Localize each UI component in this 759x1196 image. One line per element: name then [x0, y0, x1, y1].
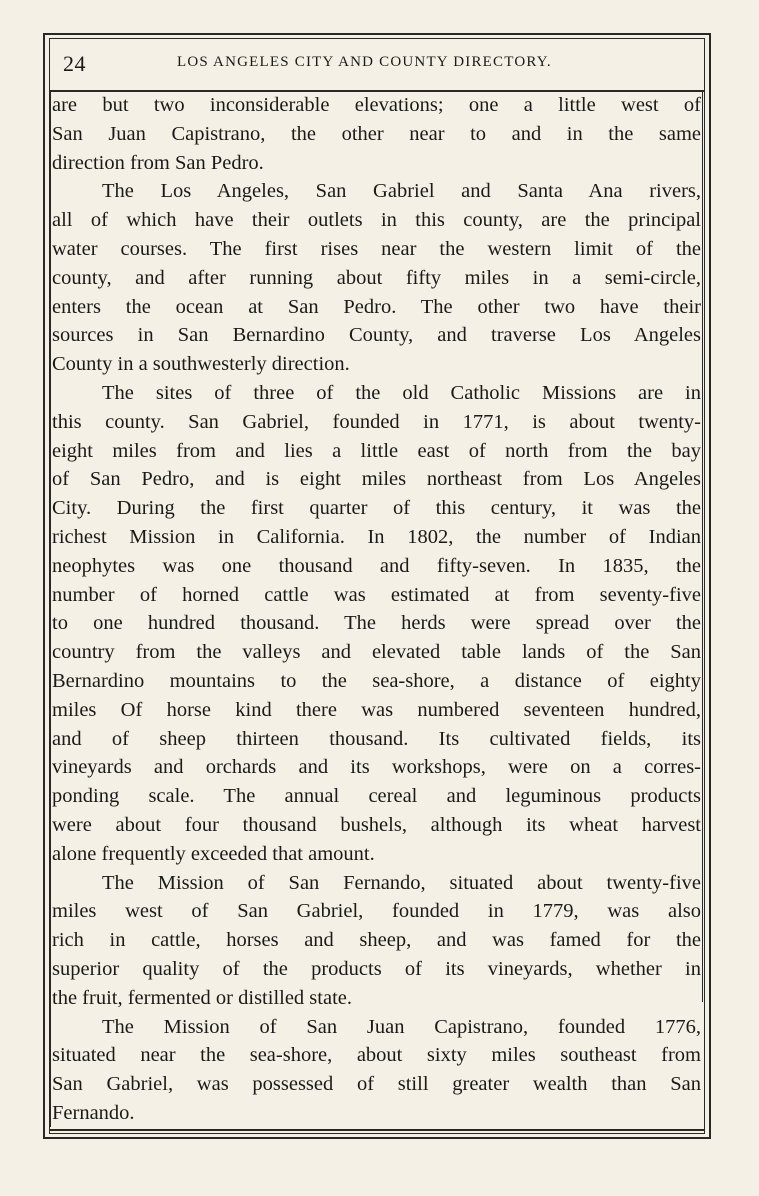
text-line: The sites of three of the old Catholic Missions are in [102, 381, 701, 404]
text-line: are but two inconsiderable elevations; one a little west of [52, 94, 701, 116]
text-line: City. During the first quarter of this century, it was the [52, 497, 701, 520]
text-line: county, and after running about fifty miles in a semi-circle, [52, 266, 701, 289]
text-line: County in a southwesterly direction. [52, 353, 350, 376]
text-column-rule-right [702, 92, 703, 1002]
text-line: enters the ocean at San Pedro. The other two have their [52, 295, 701, 318]
text-line: situated near the sea-shore, about sixty miles southeast from [52, 1044, 701, 1067]
text-line: were about four thousand bushels, although its wheat harvest [52, 813, 701, 836]
text-column-rule-left [50, 92, 51, 1127]
text-line: alone frequently exceeded that amount. [52, 842, 375, 865]
running-title: LOS ANGELES CITY AND COUNTY DIRECTORY. [177, 54, 552, 70]
text-line: San Gabriel, was possessed of still greater wealth than San [52, 1073, 701, 1096]
text-line: water courses. The first rises near the western limit of the [52, 237, 701, 260]
page-number: 24 [63, 51, 86, 76]
text-line: Fernando. [52, 1101, 135, 1124]
text-line: San Juan Capistrano, the other near to and in the same [52, 122, 701, 145]
body-text [52, 91, 701, 1128]
text-line: rich in cattle, horses and sheep, and was famed for the [52, 929, 701, 952]
text-line: sources in San Bernardino County, and traverse Los Angeles [52, 324, 701, 347]
text-line: of San Pedro, and is eight miles northeast from Los Angeles [52, 468, 701, 491]
text-line: direction from San Pedro. [52, 151, 264, 174]
text-line: and of sheep thirteen thousand. Its cultivated fields, its [52, 727, 701, 750]
text-line: number of horned cattle was estimated at from seventy-five [52, 583, 701, 606]
text-line: miles Of horse kind there was numbered seventeen hundred, [52, 698, 701, 721]
text-line: The Mission of San Fernando, situated about twenty-five [102, 871, 701, 894]
text-line: all of which have their outlets in this county, are the principal [52, 209, 701, 232]
text-line: eight miles from and lies a little east of north from the bay [52, 439, 701, 462]
text-line: the fruit, fermented or distilled state. [52, 986, 353, 1009]
text-line: miles west of San Gabriel, founded in 1779, was also [52, 900, 701, 923]
text-line: country from the valleys and elevated table lands of the San [52, 641, 701, 664]
text-line: this county. San Gabriel, founded in 1771, is about twenty- [52, 410, 701, 433]
text-line: The Los Angeles, San Gabriel and Santa Ana rivers, [102, 180, 701, 203]
text-line: vineyards and orchards and its workshops, were on a corres- [52, 756, 701, 779]
text-line: superior quality of the products of its vineyards, whether in [52, 957, 701, 980]
text-line: Bernardino mountains to the sea-shore, a distance of eighty [52, 669, 701, 692]
footer-rule [49, 1129, 705, 1131]
text-line: richest Mission in California. In 1802, the number of Indian [52, 525, 701, 548]
text-line: ponding scale. The annual cereal and leguminous products [52, 785, 701, 808]
text-line: neophytes was one thousand and fifty-seven. In 1835, the [52, 554, 701, 577]
text-line: The Mission of San Juan Capistrano, founded 1776, [102, 1015, 701, 1038]
page-header [49, 44, 705, 88]
text-line: to one hundred thousand. The herds were spread over the [52, 612, 701, 635]
